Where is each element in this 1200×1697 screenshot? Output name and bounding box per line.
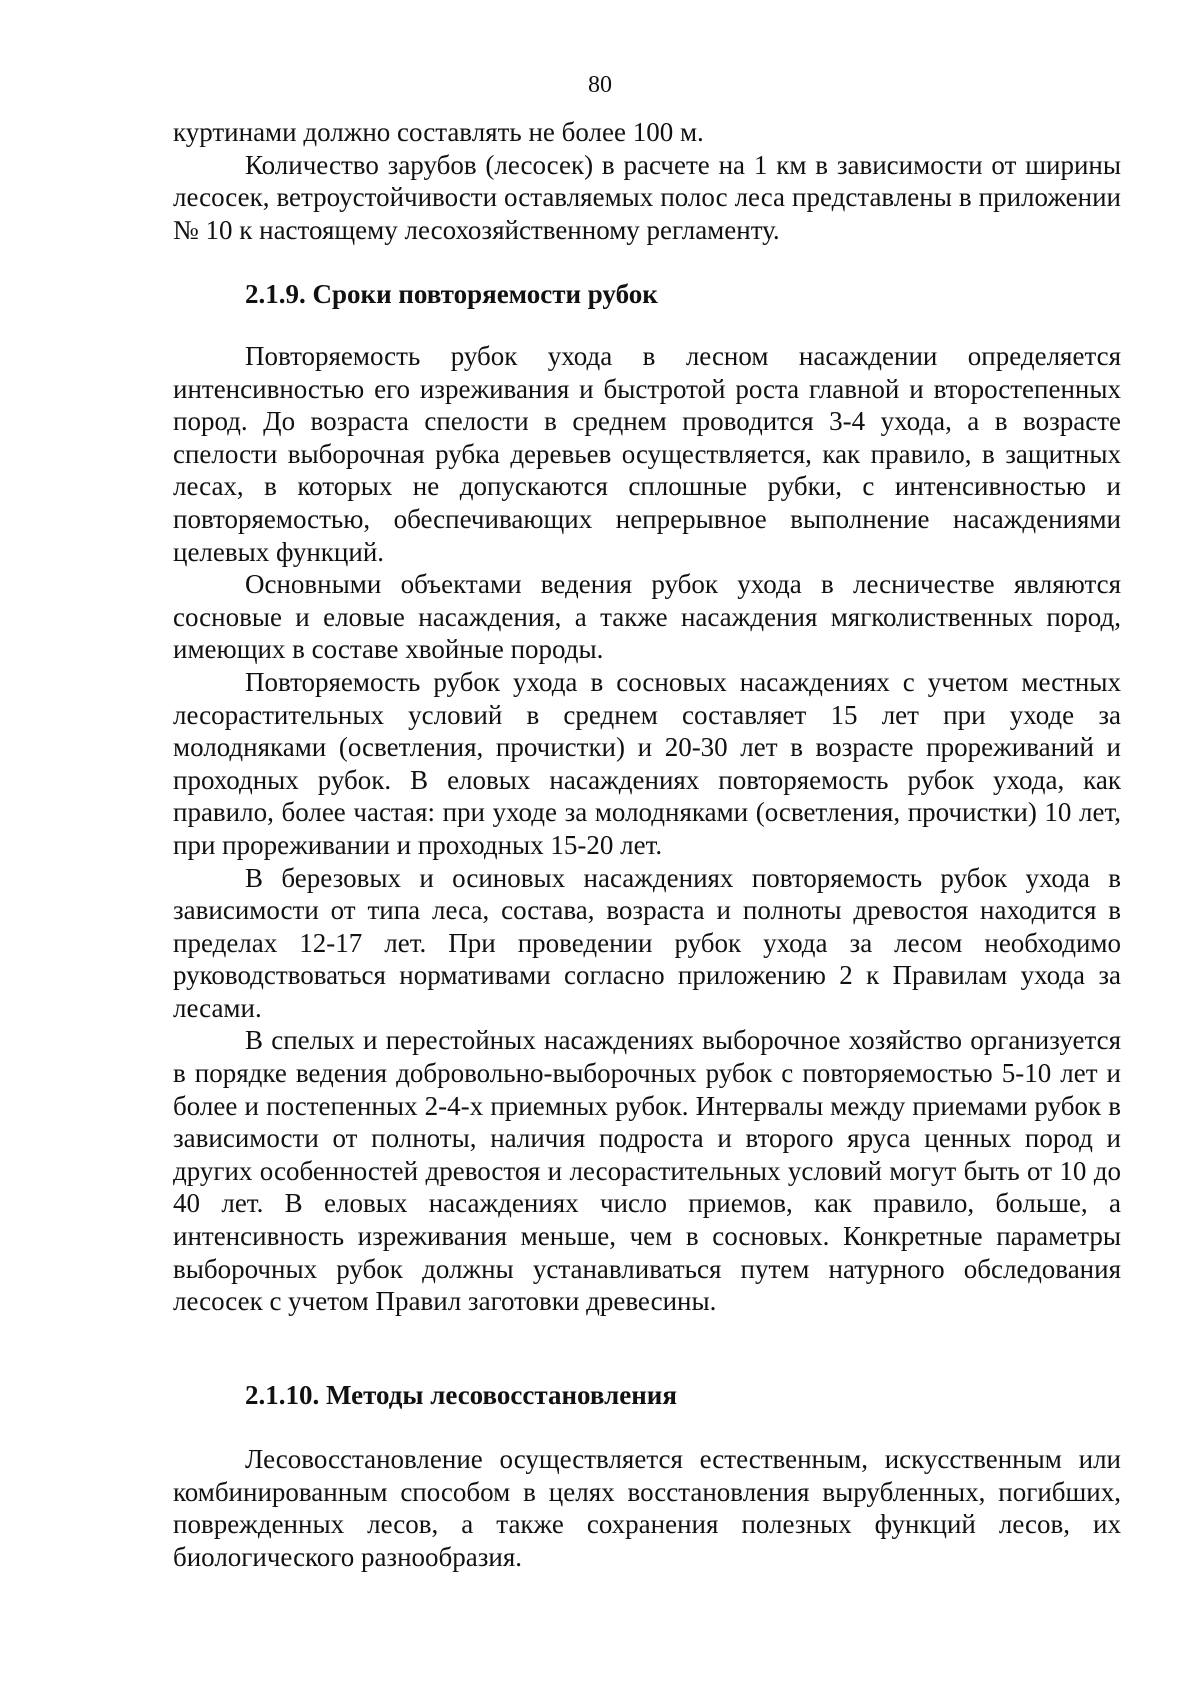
section-2-1-10-body	[173, 1443, 1121, 1573]
intro-text-block	[173, 116, 1121, 246]
section-heading-2-1-9: 2.1.9. Сроки повторяемости рубок	[245, 279, 658, 309]
section-heading-container	[173, 278, 1121, 311]
paragraph: Повторяемость рубок ухода в сосновых насаждениях с учетом местных лесорастительных условий в среднем составляет 15 лет при уходе за молодняками (осветления, прочистки) и 20-30 лет в возрасте прореживаний и проходных рубок. В еловых насаждениях повторяемость рубок ухода, как правило, более частая: при уходе за молодняками (осветления, прочистки) 10 лет, при прореживании и проходных 15-20 лет.	[173, 666, 1121, 860]
paragraph: Лесовосстановление осуществляется естественным, искусственным или комбинированным способом в целях восстановления вырубленных, погибших, поврежденных лесов, а также сохранения полезных функций лесов, их биологического разнообразия.	[173, 1444, 1121, 1572]
paragraph: Повторяемость рубок ухода в лесном насаждении определяется интенсивностью его изреживания и быстротой роста главной и второстепенных пород. До возраста спелости в среднем проводится 3-4 ухода, а в возрасте спелости выборочная рубка деревьев осуществляется, как правило, в защитных лесах, в которых не допускаются сплошные рубки, с интенсивностью и повторяемостью, обеспечивающих непрерывное выполнение насаждениями целевых функций.	[173, 341, 1121, 567]
page-number: 80	[588, 72, 612, 98]
paragraph: В березовых и осиновых насаждениях повторяемость рубок ухода в зависимости от типа леса, состава, возраста и полноты древостоя находится в пределах 12-17 лет. При проведении рубок ухода за лесом необходимо руководствоваться нормативами согласно приложению 2 к Правилам ухода за лесами.	[173, 862, 1121, 1023]
section-heading-2-1-10: 2.1.10. Методы лесовосстановления	[245, 1380, 677, 1410]
paragraph: Основными объектами ведения рубок ухода в лесничестве являются сосновые и еловые насаждения, а также насаждения мягколиственных пород, имеющих в составе хвойные породы.	[173, 569, 1121, 665]
section-heading-container	[173, 1379, 1121, 1412]
paragraph-continuation: куртинами должно составлять не более 100 м.	[173, 117, 704, 147]
section-2-1-9-body	[173, 340, 1121, 1318]
paragraph-cuts-count: Количество зарубов (лесосек) в расчете на 1 км в зависимости от ширины лесосек, ветроустойчивости оставляемых полос леса представлены в приложении № 10 к настоящему лесохозяйственному регламенту.	[173, 149, 1121, 245]
paragraph: В спелых и перестойных насаждениях выборочное хозяйство организуется в порядке ведения добровольно-выборочных рубок с повторяемостью 5-10 лет и более и постепенных 2-4-х приемных рубок. Интервалы между приемами рубок в зависимости от полноты, наличия подроста и второго яруса ценных пород и других особенностей древостоя и лесорастительных условий могут быть от 10 до 40 лет. В еловых насаждениях число приемов, как правило, больше, а интенсивность изреживания меньше, чем в сосновых. Конкретные параметры выборочных рубок должны устанавливаться путем натурного обследования лесосек с учетом Правил заготовки древесины.	[173, 1025, 1121, 1317]
